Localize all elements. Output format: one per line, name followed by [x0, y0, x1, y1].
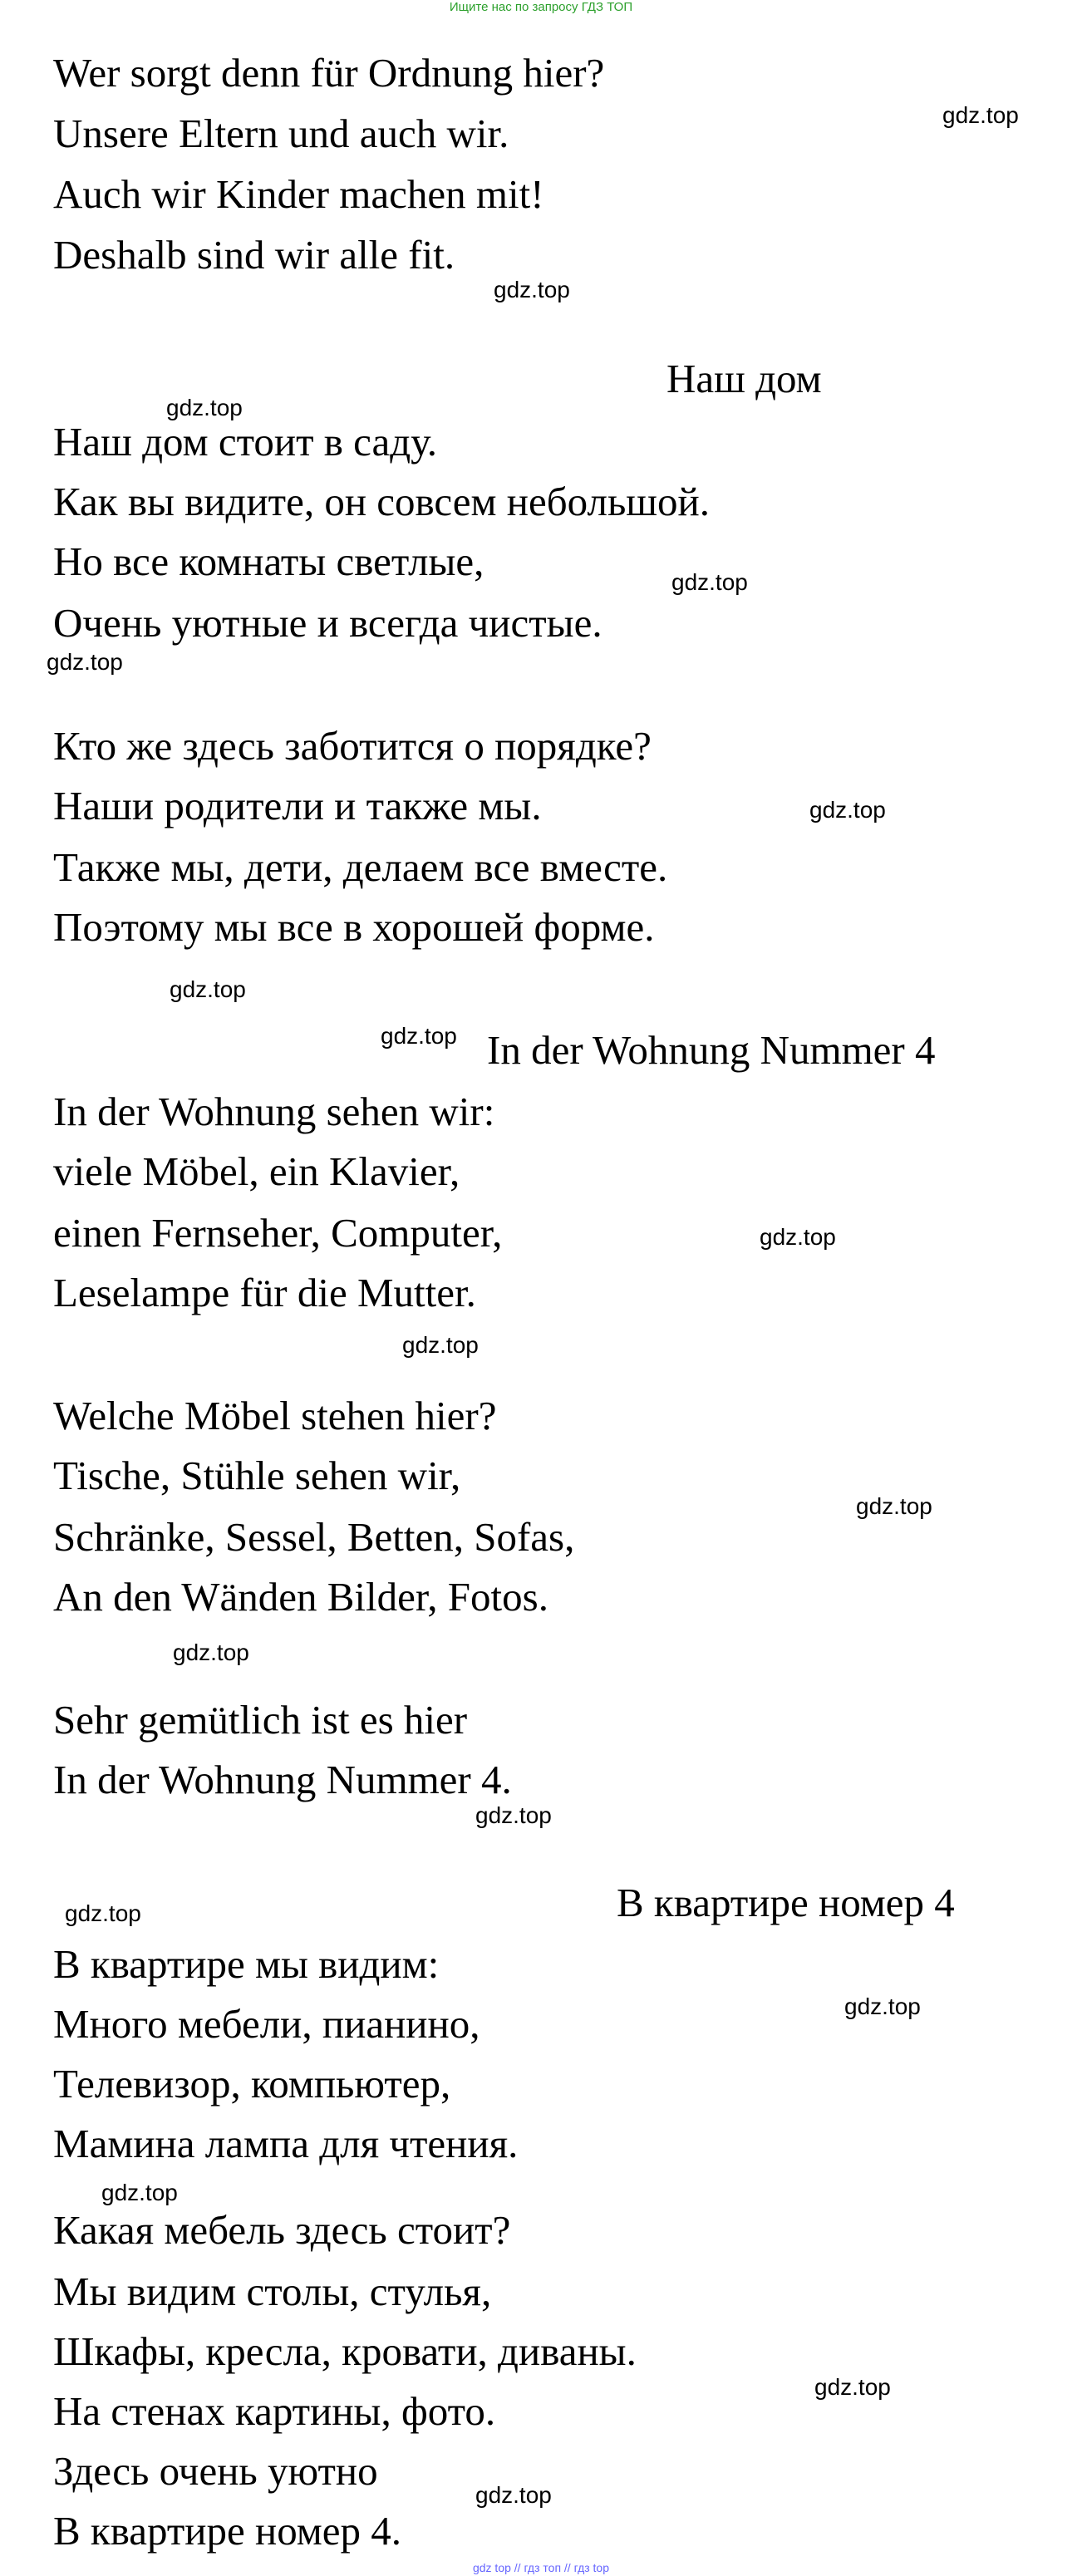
watermark: gdz.top	[760, 1224, 836, 1250]
watermark: gdz.top	[844, 1993, 921, 2019]
poem-line: Мамина лампа для чтения.	[53, 2121, 519, 2166]
watermark: gdz.top	[65, 1900, 141, 1926]
poem-line: An den Wänden Bilder, Fotos.	[53, 1574, 548, 1620]
poem-line: Какая мебель здесь стоит?	[53, 2207, 511, 2253]
watermark: gdz.top	[166, 395, 243, 420]
poem-line: Шкафы, кресла, кровати, диваны.	[53, 2328, 637, 2374]
watermark: gdz.top	[856, 1493, 932, 1519]
poem-title: В квартире номер 4	[617, 1880, 955, 1925]
watermark: gdz.top	[173, 1639, 249, 1665]
watermark: gdz.top	[942, 102, 1019, 128]
watermark: gdz.top	[101, 2180, 178, 2205]
poem-line: В квартире мы видим:	[53, 1941, 440, 1987]
poem-line: Очень уютные и всегда чистые.	[53, 600, 602, 646]
poem-title: In der Wohnung Nummer 4	[487, 1027, 936, 1073]
watermark: gdz.top	[47, 649, 123, 675]
poem-line: На стенах картины, фото.	[53, 2388, 496, 2434]
watermark: gdz.top	[170, 976, 246, 1002]
poem-line: Как вы видите, он совсем небольшой.	[53, 479, 711, 524]
poem-line: Кто же здесь заботится о порядке?	[53, 723, 652, 769]
poem-line: Unsere Eltern und auch wir.	[53, 111, 509, 156]
watermark: gdz.top	[494, 277, 570, 302]
watermark: gdz.top	[671, 569, 748, 595]
watermark: gdz.top	[809, 797, 886, 823]
poem-line: Welche Möbel stehen hier?	[53, 1393, 497, 1438]
poem-line: Мы видим столы, стулья,	[53, 2269, 492, 2314]
poem-line: Много мебели, пианино,	[53, 2001, 480, 2047]
poem-line: Sehr gemütlich ist es hier	[53, 1697, 468, 1743]
footer-links[interactable]: gdz top // гдз топ // гдз top	[472, 2561, 610, 2574]
poem-line: Deshalb sind wir alle fit.	[53, 232, 455, 278]
watermark: gdz.top	[475, 1802, 552, 1828]
poem-line: Leselampe für die Mutter.	[53, 1270, 476, 1315]
poem-line: In der Wohnung Nummer 4.	[53, 1757, 512, 1802]
poem-line: Auch wir Kinder machen mit!	[53, 171, 544, 217]
poem-line: Wer sorgt denn für Ordnung hier?	[53, 50, 605, 96]
watermark: gdz.top	[402, 1332, 479, 1358]
poem-line: einen Fernseher, Computer,	[53, 1210, 503, 1256]
poem-line: Здесь очень уютно	[53, 2448, 378, 2494]
poem-line: Наши родители и также мы.	[53, 783, 542, 828]
watermark: gdz.top	[814, 2374, 891, 2400]
poem-line: Schränke, Sessel, Betten, Sofas,	[53, 1514, 575, 1560]
poem-line: Но все комнаты светлые,	[53, 538, 484, 584]
poem-line: In der Wohnung sehen wir:	[53, 1089, 495, 1134]
promo-banner[interactable]: Ищите нас по запросу ГДЗ ТОП	[449, 0, 633, 14]
poem-line: Tische, Stühle sehen wir,	[53, 1453, 461, 1498]
poem-line: Наш дом стоит в саду.	[53, 419, 438, 465]
poem-line: Поэтому мы все в хорошей форме.	[53, 904, 655, 950]
watermark: gdz.top	[475, 2482, 552, 2508]
watermark: gdz.top	[381, 1023, 457, 1049]
poem-line: viele Möbel, ein Klavier,	[53, 1148, 460, 1194]
poem-line: Также мы, дети, делаем все вместе.	[53, 844, 668, 890]
poem-title: Наш дом	[666, 356, 822, 401]
poem-line: В квартире номер 4.	[53, 2508, 402, 2554]
poem-line: Телевизор, компьютер,	[53, 2061, 451, 2107]
